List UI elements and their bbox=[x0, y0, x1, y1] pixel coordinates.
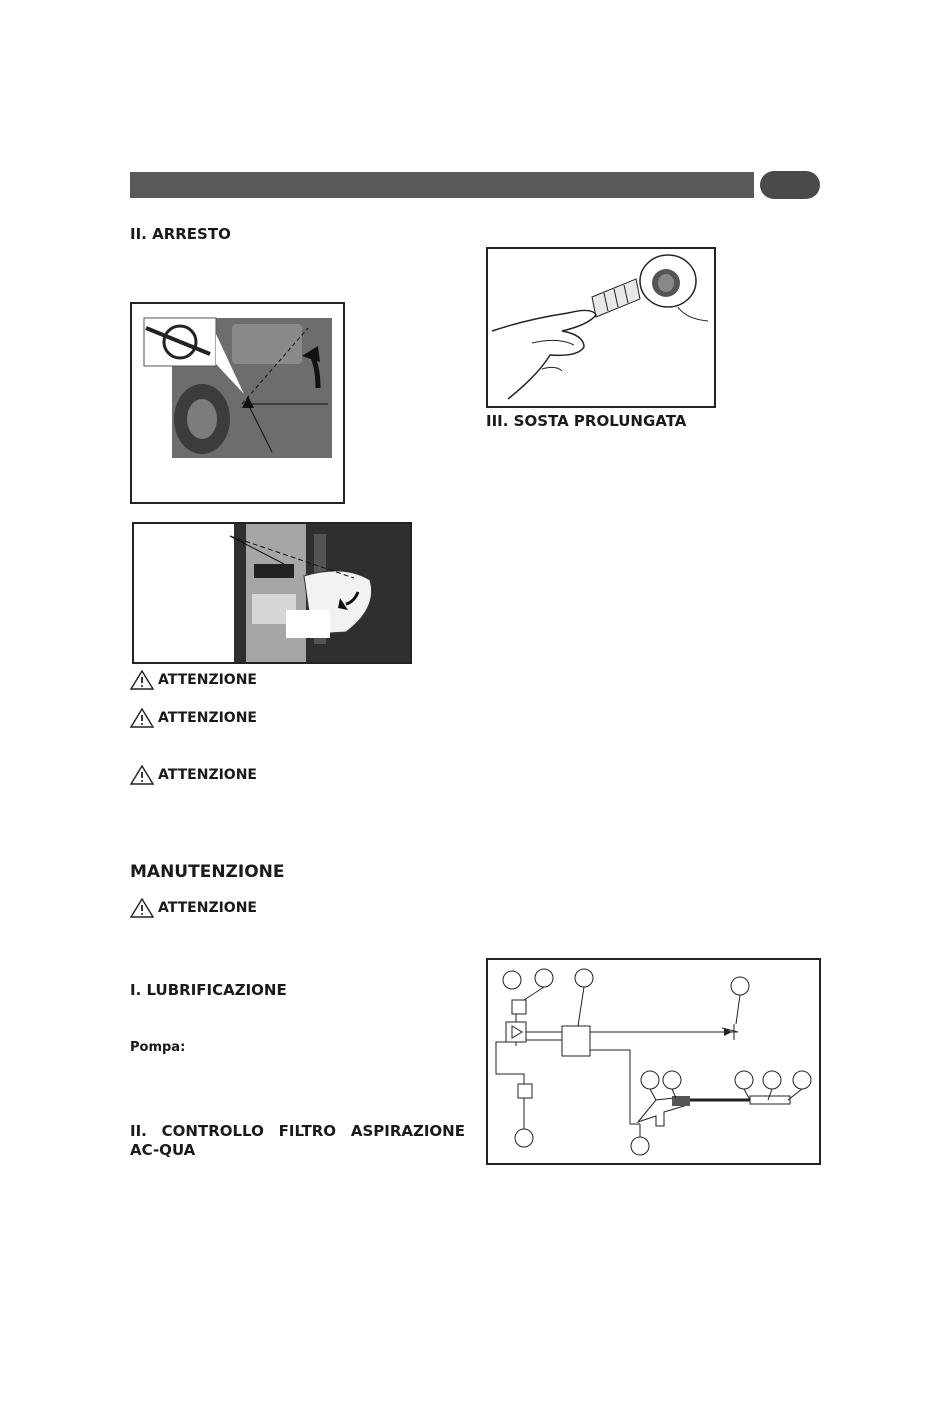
section-title-lubrificazione: I. LUBRIFICAZIONE bbox=[130, 981, 287, 999]
header-bar bbox=[130, 172, 754, 198]
warning-3 bbox=[130, 765, 257, 785]
figure-hydraulic-diagram bbox=[486, 958, 821, 1165]
section-title-arresto: II. ARRESTO bbox=[130, 225, 231, 243]
warning-2 bbox=[130, 708, 257, 728]
figure-nozzle bbox=[486, 247, 716, 408]
warning-triangle-icon bbox=[130, 708, 154, 728]
figure-engine-switch bbox=[130, 302, 345, 504]
section-title-manutenzione: MANUTENZIONE bbox=[130, 862, 285, 882]
warning-triangle-icon bbox=[130, 898, 154, 918]
warning-triangle-icon bbox=[130, 765, 154, 785]
warning-label: ATTENZIONE bbox=[158, 767, 257, 783]
warning-label: ATTENZIONE bbox=[158, 672, 257, 688]
warning-triangle-icon bbox=[130, 670, 154, 690]
warning-4 bbox=[130, 898, 257, 918]
warning-label: ATTENZIONE bbox=[158, 710, 257, 726]
warning-1 bbox=[130, 670, 257, 690]
section-title-filtro: II. CONTROLLO FILTRO ASPIRAZIONE AC-QUA bbox=[130, 1122, 465, 1159]
page-tab bbox=[760, 171, 820, 199]
figure-fuel-valve bbox=[132, 522, 412, 664]
subheading-pompa: Pompa: bbox=[130, 1040, 186, 1055]
section-title-sosta: III. SOSTA PROLUNGATA bbox=[486, 412, 687, 430]
warning-label: ATTENZIONE bbox=[158, 900, 257, 916]
